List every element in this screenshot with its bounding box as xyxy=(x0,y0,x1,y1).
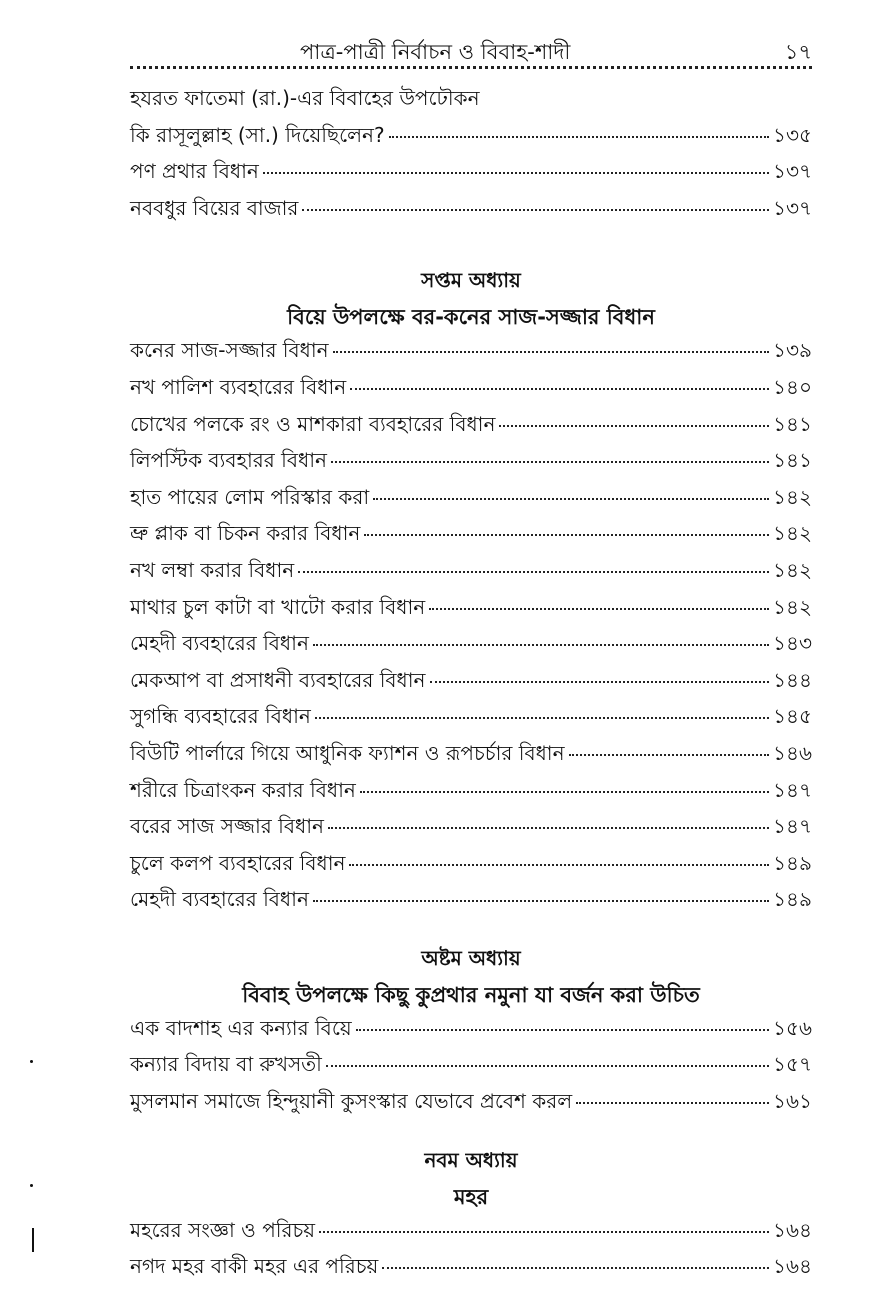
dot-leader xyxy=(333,351,769,353)
dot-leader xyxy=(356,1029,769,1031)
toc-entry-page: ১৫৭ xyxy=(773,1052,812,1077)
toc-entry-page: ১৫৬ xyxy=(773,1015,812,1040)
toc-entry-title: লিপস্টিক ব্যবহারর বিধান xyxy=(130,448,327,473)
chapter-subheading: বিবাহ উপলক্ষে কিছু কুপ্রথার নমুনা যা বর্জন করা উচিত xyxy=(242,982,700,1007)
toc-entry xyxy=(130,1252,812,1289)
toc-entry-title: মহরের সংজ্ঞা ও পরিচয় xyxy=(130,1217,316,1242)
scan-speck xyxy=(30,1060,33,1063)
dot-leader xyxy=(313,900,769,902)
toc-entry-page: ১৩৭ xyxy=(773,195,812,220)
toc-entry xyxy=(130,812,812,849)
scan-mark xyxy=(32,1228,34,1252)
toc-entry xyxy=(130,121,812,158)
toc-entry xyxy=(130,519,812,556)
dot-leader xyxy=(350,388,769,390)
toc-entry xyxy=(130,1050,812,1087)
toc-entry xyxy=(130,194,812,231)
toc-entry-page: ১৩৭ xyxy=(773,159,812,184)
toc-entry-title: নখ লম্বা করার বিধান xyxy=(130,557,295,582)
chapter-heading: সপ্তম অধ্যায় xyxy=(421,268,521,293)
dot-leader xyxy=(389,136,769,138)
dot-leader xyxy=(429,608,769,610)
toc-entry-title: মেকআপ বা প্রসাধনী ব্যবহারের বিধান xyxy=(130,667,426,692)
chapter-entries xyxy=(130,336,812,922)
dot-leader xyxy=(328,827,769,829)
toc-entry-page: ১৪৪ xyxy=(773,667,812,692)
toc-entry-page: ১৪০ xyxy=(773,374,812,399)
toc-entry-page: ১৪৩ xyxy=(773,631,812,656)
dot-leader xyxy=(364,534,769,536)
toc-entry-title: পণ প্রথার বিধান xyxy=(130,159,259,184)
dot-leader xyxy=(382,1267,769,1269)
page-number: ১৭ xyxy=(784,40,812,64)
dot-leader xyxy=(298,571,769,573)
dot-leader xyxy=(263,172,769,174)
chapter-heading: অষ্টম অধ্যায় xyxy=(421,945,521,970)
toc-entry-title: কি রাসূলুল্লাহ (সা.) দিয়েছিলেন? xyxy=(130,122,385,147)
dot-leader xyxy=(373,498,769,500)
toc-entry xyxy=(130,410,812,447)
toc-entry-title: মেহদী ব্যবহারের বিধান xyxy=(130,631,309,656)
toc-continuation-line xyxy=(130,84,812,121)
toc-entry-page: ১৩৯ xyxy=(773,338,812,363)
toc-entry xyxy=(130,157,812,194)
dot-leader xyxy=(576,1102,769,1104)
toc-entry-page: ১৪৯ xyxy=(773,850,812,875)
chapter-entries xyxy=(130,1216,812,1289)
toc-entry-title: কন্যার বিদায় বা রুখসতী xyxy=(130,1052,322,1077)
toc-entry-page: ১৬১ xyxy=(773,1089,812,1114)
toc-entry-title: কনের সাজ-সজ্জার বিধান xyxy=(130,338,329,363)
toc-entry-title: ভ্রু প্লাক বা চিকন করার বিধান xyxy=(130,521,361,546)
toc-entry-page: ১৬৪ xyxy=(773,1217,812,1242)
toc-entry-title: নববধুর বিয়ের বাজার xyxy=(130,195,299,220)
toc-entry-title: এক বাদশাহ এর কন্যার বিয়ে xyxy=(130,1015,352,1040)
table-of-contents xyxy=(130,84,812,1289)
toc-entry xyxy=(130,1087,812,1124)
dot-leader xyxy=(319,1231,769,1233)
toc-entry-title: মেহদী ব্যবহারের বিধান xyxy=(130,887,309,912)
toc-entry-page: ১৪২ xyxy=(773,557,812,582)
toc-entry xyxy=(130,739,812,776)
toc-entry-title: নগদ মহর বাকী মহর এর পরিচয় xyxy=(130,1254,379,1279)
dot-leader xyxy=(326,1065,769,1067)
toc-entry-title: শরীরে চিত্রাংকন করার বিধান xyxy=(130,777,356,802)
toc-entry-page: ১৪১ xyxy=(773,411,812,436)
toc-entry-title: বরের সাজ সজ্জার বিধান xyxy=(130,814,324,839)
running-title: পাত্র-পাত্রী নির্বাচন ও বিবাহ-শাদী xyxy=(300,40,571,64)
toc-entry xyxy=(130,446,812,483)
toc-entry-page: ১৩৫ xyxy=(773,122,812,147)
header-dotted-rule xyxy=(130,66,812,69)
toc-entry-page: ১৪২ xyxy=(773,484,812,509)
toc-entry-title: বিউটি পার্লারে গিয়ে আধুনিক ফ্যাশন ও রূপচর্চার বিধান xyxy=(130,740,565,765)
toc-entry xyxy=(130,336,812,373)
toc-entry-page: ১৪৬ xyxy=(773,740,812,765)
toc-entry-title: চোখের পলকে রং ও মাশকারা ব্যবহারের বিধান xyxy=(130,411,496,436)
toc-entry-title: হযরত ফাতেমা (রা.)-এর বিবাহের উপঢৌকন xyxy=(130,86,480,110)
toc-entry-title: চুলে কলপ ব্যবহারের বিধান xyxy=(130,850,346,875)
dot-leader xyxy=(360,791,769,793)
dot-leader xyxy=(430,681,770,683)
scan-speck xyxy=(30,1184,33,1187)
toc-entry xyxy=(130,556,812,593)
chapter-subheading: মহর xyxy=(453,1184,489,1209)
toc-entry-page: ১৬৪ xyxy=(773,1254,812,1279)
dot-leader xyxy=(315,717,769,719)
toc-entry-page: ১৪৭ xyxy=(773,814,812,839)
toc-entry-page: ১৪২ xyxy=(773,594,812,619)
toc-entry-title: নখ পালিশ ব্যবহারের বিধান xyxy=(130,374,347,399)
toc-entry xyxy=(130,1216,812,1253)
dot-leader xyxy=(349,864,769,866)
toc-entry-page: ১৪১ xyxy=(773,448,812,473)
chapter-heading: নবম অধ্যায় xyxy=(424,1147,518,1172)
dot-leader xyxy=(313,644,769,646)
toc-entry-title: সুগন্ধি ব্যবহারের বিধান xyxy=(130,704,311,729)
toc-entry xyxy=(130,702,812,739)
toc-entry-title: মাথার চুল কাটা বা খাটো করার বিধান xyxy=(130,594,426,619)
dot-leader xyxy=(302,209,769,211)
toc-entry xyxy=(130,373,812,410)
toc-entry xyxy=(130,776,812,813)
chapter-entries xyxy=(130,1014,812,1124)
dot-leader xyxy=(499,425,769,427)
page-header xyxy=(130,34,812,68)
toc-entry-page: ১৪২ xyxy=(773,521,812,546)
toc-entry xyxy=(130,1014,812,1051)
chapter-subheading: বিয়ে উপলক্ষে বর-কনের সাজ-সজ্জার বিধান xyxy=(287,305,655,330)
toc-entry-page: ১৪৫ xyxy=(773,704,812,729)
dot-leader xyxy=(331,461,769,463)
toc-entry xyxy=(130,593,812,630)
toc-entry-title: হাত পায়ের লোম পরিস্কার করা xyxy=(130,484,370,509)
toc-entry-title: মুসলমান সমাজে হিন্দুয়ানী কুসংস্কার যেভাবে প্রবেশ করল xyxy=(130,1089,573,1114)
toc-entry xyxy=(130,849,812,886)
dot-leader xyxy=(569,754,769,756)
toc-entry xyxy=(130,666,812,703)
toc-entry xyxy=(130,885,812,922)
toc-entry-page: ১৪৯ xyxy=(773,887,812,912)
toc-entry xyxy=(130,483,812,520)
toc-entry-page: ১৪৭ xyxy=(773,777,812,802)
toc-entry xyxy=(130,629,812,666)
